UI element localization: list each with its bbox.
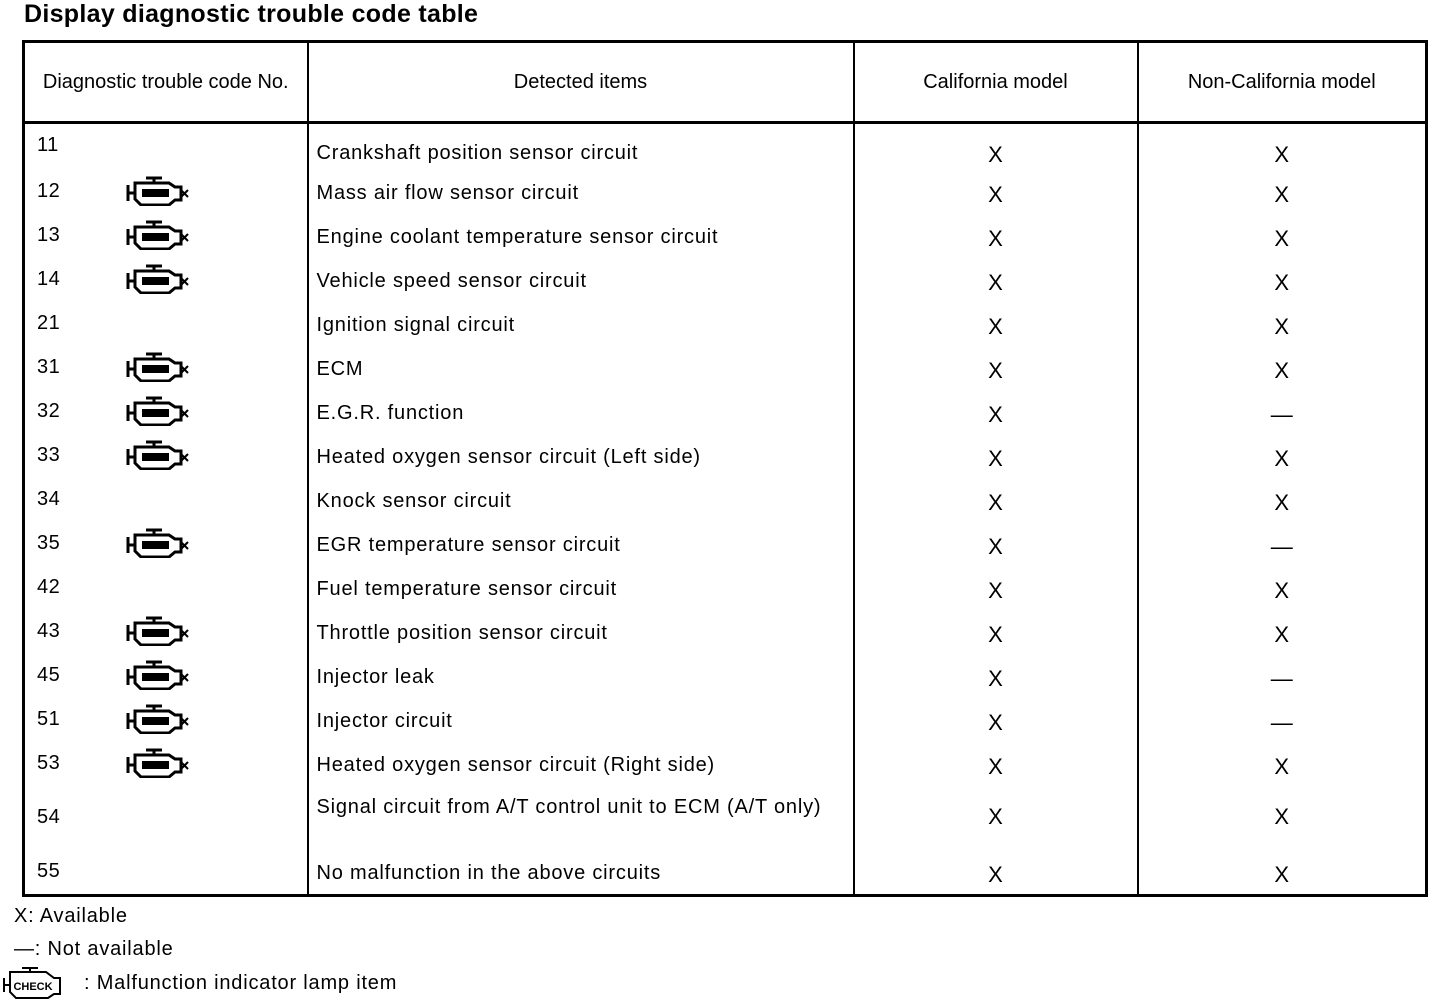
detected-item: Injector circuit [316,710,453,732]
non-california-cell [1138,214,1427,258]
detected-item: ECM [316,358,364,380]
check-engine-icon [125,748,191,778]
detected-item: Throttle position sensor circuit [316,622,608,644]
non-california-cell [1138,170,1427,214]
detected-item: Ignition signal circuit [316,314,515,336]
california-mark: X [988,578,1003,603]
code-cell [24,390,308,434]
detected-item: Crankshaft position sensor circuit [316,142,639,164]
code-cell [24,434,308,478]
detected-item-cell [308,390,854,434]
table-row [24,850,1427,896]
non-california-mark: X [1274,862,1290,887]
non-california-mark: X [1274,314,1290,339]
dtc-code: 54 [37,806,61,828]
legend-not-available: —: Not available [14,938,174,960]
detected-item-cell [308,478,854,522]
detected-item: Engine coolant temperature sensor circuit [316,226,719,248]
table-row [24,302,1427,346]
non-california-mark: — [1270,402,1293,427]
california-mark: X [988,666,1003,691]
california-cell [854,610,1138,654]
code-cell [24,850,308,896]
non-california-cell [1138,434,1427,478]
non-california-mark: X [1274,358,1290,383]
non-california-cell [1138,742,1427,786]
legend-available: X: Available [14,905,128,927]
detected-item-cell [308,850,854,896]
code-cell [24,698,308,742]
detected-item: E.G.R. function [316,402,465,424]
table-row [24,346,1427,390]
non-california-cell [1138,258,1427,302]
code-cell [24,346,308,390]
dtc-code: 14 [37,268,61,290]
table-row [24,786,1427,850]
detected-item: Heated oxygen sensor circuit (Left side) [316,446,701,468]
dtc-code: 21 [37,312,61,334]
non-california-mark: X [1274,182,1290,207]
dtc-code: 55 [37,860,61,882]
detected-item-cell [308,258,854,302]
detected-item-cell [308,123,854,171]
non-california-mark: X [1274,446,1290,471]
check-engine-icon [125,176,191,206]
non-california-cell [1138,698,1427,742]
detected-item-cell [308,434,854,478]
detected-item: No malfunction in the above circuits [316,862,662,884]
table-row [24,566,1427,610]
dtc-code: 13 [37,224,61,246]
table-body [24,123,1427,896]
california-mark: X [988,446,1003,471]
california-mark: X [988,142,1003,167]
detected-item: Vehicle speed sensor circuit [316,270,587,292]
table-row [24,610,1427,654]
dtc-code: 43 [37,620,61,642]
dtc-code: 42 [37,576,61,598]
check-engine-icon [125,264,191,294]
code-cell [24,214,308,258]
table-row [24,698,1427,742]
header-detected-items: Detected items [308,42,854,123]
table-row [24,170,1427,214]
code-cell [24,123,308,171]
check-engine-icon [2,964,64,1000]
detected-item: Knock sensor circuit [316,490,512,512]
dtc-code: 53 [37,752,61,774]
dtc-code: 31 [37,356,61,378]
dtc-code: 34 [37,488,61,510]
table-row [24,390,1427,434]
check-engine-icon [125,660,191,690]
table-row [24,478,1427,522]
california-cell [854,478,1138,522]
table-row [24,214,1427,258]
dtc-code: 33 [37,444,61,466]
non-california-cell [1138,123,1427,171]
dtc-table [22,40,1428,897]
california-cell [854,786,1138,850]
california-mark: X [988,534,1003,559]
code-cell [24,610,308,654]
non-california-mark: X [1274,142,1290,167]
california-cell [854,390,1138,434]
non-california-cell [1138,478,1427,522]
california-cell [854,434,1138,478]
detected-item-cell [308,302,854,346]
table-row [24,434,1427,478]
california-mark: X [988,270,1003,295]
dtc-code: 45 [37,664,61,686]
detected-item-cell [308,214,854,258]
detected-item-cell [308,654,854,698]
code-cell [24,522,308,566]
non-california-mark: X [1274,622,1290,647]
check-engine-icon [125,528,191,558]
non-california-cell [1138,346,1427,390]
non-california-cell [1138,786,1427,850]
code-cell [24,170,308,214]
check-engine-icon [125,220,191,250]
detected-item-cell [308,698,854,742]
check-engine-icon [125,440,191,470]
california-cell [854,850,1138,896]
california-mark: X [988,226,1003,251]
california-mark: X [988,862,1003,887]
non-california-cell [1138,654,1427,698]
california-mark: X [988,402,1003,427]
california-cell [854,302,1138,346]
california-cell [854,522,1138,566]
check-engine-icon [125,704,191,734]
detected-item-cell [308,786,854,850]
non-california-mark: X [1274,490,1290,515]
table-header-row [24,42,1427,123]
california-mark: X [988,490,1003,515]
non-california-mark: X [1274,754,1290,779]
detected-item-cell [308,610,854,654]
non-california-mark: X [1274,578,1290,603]
dtc-code: 35 [37,532,61,554]
check-engine-icon [125,616,191,646]
non-california-mark: — [1270,534,1293,559]
non-california-cell [1138,850,1427,896]
non-california-cell [1138,610,1427,654]
non-california-cell [1138,522,1427,566]
table-row [24,742,1427,786]
check-engine-icon [125,396,191,426]
header-california: California model [854,42,1138,123]
detected-item: Injector leak [316,666,435,688]
detected-item-cell [308,742,854,786]
check-engine-icon [125,352,191,382]
non-california-mark: X [1274,270,1290,295]
california-cell [854,258,1138,302]
non-california-mark: X [1274,804,1290,829]
table-row [24,522,1427,566]
detected-item: Signal circuit from A/T control unit to ECM (A/T only) [316,796,822,818]
detected-item: EGR temperature sensor circuit [316,534,621,556]
california-mark: X [988,710,1003,735]
non-california-mark: X [1274,226,1290,251]
non-california-cell [1138,566,1427,610]
page-title: Display diagnostic trouble code table [24,0,479,28]
non-california-mark: — [1270,710,1293,735]
california-mark: X [988,804,1003,829]
california-mark: X [988,358,1003,383]
non-california-mark: — [1270,666,1293,691]
header-non-california: Non-California model [1138,42,1427,123]
legend-mil: : Malfunction indicator lamp item [84,972,398,994]
dtc-code: 51 [37,708,61,730]
california-cell [854,214,1138,258]
table-row [24,123,1427,171]
detected-item-cell [308,566,854,610]
code-cell [24,478,308,522]
detected-item-cell [308,346,854,390]
code-cell [24,258,308,302]
california-mark: X [988,754,1003,779]
california-mark: X [988,314,1003,339]
california-cell [854,698,1138,742]
check-icon-label: CHECK [13,981,53,993]
code-cell [24,786,308,850]
california-cell [854,346,1138,390]
california-mark: X [988,182,1003,207]
detected-item-cell [308,522,854,566]
code-cell [24,742,308,786]
california-cell [854,170,1138,214]
table-row [24,258,1427,302]
non-california-cell [1138,302,1427,346]
non-california-cell [1138,390,1427,434]
header-code: Diagnostic trouble code No. [24,42,308,123]
code-cell [24,302,308,346]
detected-item: Fuel temperature sensor circuit [316,578,617,600]
detected-item-cell [308,170,854,214]
california-cell [854,566,1138,610]
dtc-code: 11 [37,134,59,156]
code-cell [24,654,308,698]
california-mark: X [988,622,1003,647]
dtc-code: 32 [37,400,61,422]
california-cell [854,742,1138,786]
code-cell [24,566,308,610]
california-cell [854,654,1138,698]
dtc-code: 12 [37,180,61,202]
detected-item: Heated oxygen sensor circuit (Right side) [316,754,716,776]
detected-item: Mass air flow sensor circuit [316,182,579,204]
california-cell [854,123,1138,171]
table-row [24,654,1427,698]
